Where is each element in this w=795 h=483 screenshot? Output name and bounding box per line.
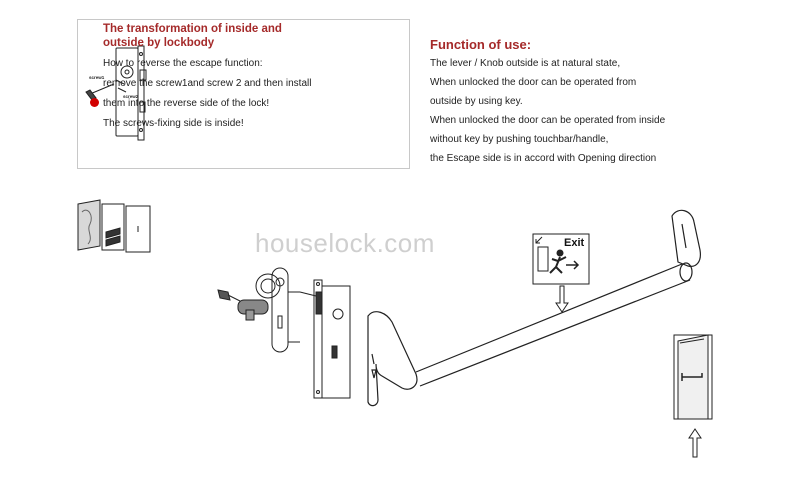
function-line-3: outside by using key. bbox=[430, 96, 523, 107]
screw1-label: screw1 bbox=[89, 75, 105, 80]
function-text bbox=[430, 54, 760, 168]
watermark: houselock.com bbox=[255, 228, 435, 258]
function-line-6: the Escape side is in accord with Opening direction bbox=[430, 153, 657, 164]
reverse-box-text bbox=[103, 54, 331, 134]
up-arrow-icon bbox=[688, 428, 702, 458]
door-sketch-icon bbox=[76, 198, 156, 254]
function-line-2: When unlocked the door can be operated from bbox=[430, 77, 637, 88]
down-arrow-icon bbox=[555, 285, 569, 313]
function-title: Function of use: bbox=[430, 37, 532, 52]
reverse-line-1: How to reverse the escape function: bbox=[103, 58, 263, 69]
reverse-box-title: The transformation of inside and outside by lockbody bbox=[103, 23, 282, 49]
function-line-1: The lever / Knob outside is at natural state, bbox=[430, 58, 621, 69]
function-line-5: without key by pushing touchbar/handle, bbox=[430, 134, 609, 145]
reverse-line-4: The screws-fixing side is inside! bbox=[103, 118, 244, 129]
exit-sign-label: Exit bbox=[564, 237, 585, 249]
function-line-4: When unlocked the door can be operated from inside bbox=[430, 115, 666, 126]
screw2-label: screw2 bbox=[123, 94, 139, 99]
marker-dot bbox=[90, 98, 99, 107]
reverse-line-2: remove the screw1and screw 2 and then install bbox=[103, 78, 312, 89]
door-panel-icon bbox=[672, 333, 718, 423]
reverse-line-3: them into the reverse side of the lock! bbox=[103, 98, 270, 109]
lock-assembly-illustration bbox=[212, 262, 372, 402]
